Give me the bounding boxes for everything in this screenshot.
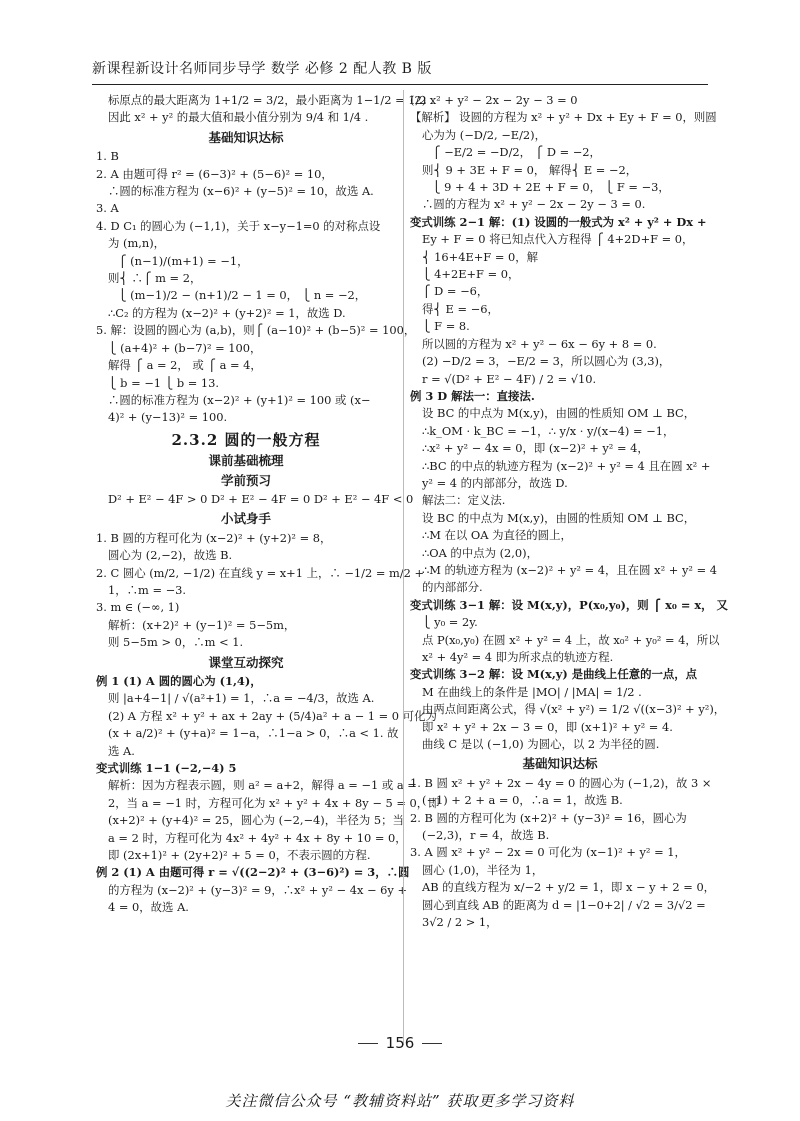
left-line: 则 5−5m > 0，∴m < 1. — [108, 635, 244, 650]
right-line: 解法二：定义法. — [422, 493, 506, 508]
right-line: r = √(D² + E² − 4F) / 2 = √10. — [422, 371, 597, 386]
left-line: ⎩ (a+4)² + (b−7)² = 100， — [108, 340, 262, 355]
right-line: 圆心到直线 AB 的距离为 d = |1−0+2| / √2 = 3/√2 = — [422, 897, 706, 912]
left-line: 2. C 圆心 (m/2, −1/2) 在直线 y = x+1 上，∴ −1/2 = m/2 + — [96, 565, 425, 580]
right-line: ⎧ D = −6， — [422, 284, 489, 299]
left-line: 2. A 由题可得 r² = (6−3)² + (5−6)² = 10， — [96, 166, 333, 181]
left-line: (2) A 方程 x² + y² + ax + 2ay + (5/4)a² + a − 1 = 0 可化为 — [108, 708, 437, 723]
left-line: ∴圆的标准方程为 (x−2)² + (y+1)² = 100 或 (x− — [108, 392, 371, 407]
left-line: 3. A — [96, 201, 119, 216]
right-line: 例 3 D 解法一：直接法. — [410, 388, 535, 403]
right-line: 则⎨ 9 + 3E + F = 0， 解得⎨ E = −2， — [422, 162, 638, 177]
right-line: 心为为 (−D/2, −E/2)， — [422, 127, 547, 142]
left-line: 的方程为 (x−2)² + (y−3)² = 9，∴x² + y² − 4x − 6y + — [108, 882, 407, 897]
right-line: (2) −D/2 = 3，−E/2 = 3，所以圆心为 (3,3)， — [422, 354, 671, 369]
right-line: ⎧ −E/2 = −D/2， ⎧ D = −2， — [432, 145, 601, 160]
left-line: (x + a/2)² + (y+a)² = 1−a，∴1−a > 0，∴a < 1. 故 — [108, 726, 399, 741]
left-line: 则 |a+4−1| / √(a²+1) = 1，∴a = −4/3，故选 A. — [108, 691, 375, 706]
left-line: 1. B — [96, 149, 119, 164]
right-line: 圆心 (1,0)，半径为 1， — [422, 862, 544, 877]
footer-note: 关注微信公众号 “教辅资料站” 获取更多学习资料 — [225, 1092, 575, 1110]
left-line: ⎧ (n−1)/(m+1) = −1， — [118, 253, 249, 268]
left-line: 变式训练 1−1 (−2,−4) 5 — [96, 761, 237, 776]
right-line: ∴圆的方程为 x² + y² − 2x − 2y − 3 = 0. — [422, 197, 646, 212]
right-line: 由两点间距离公式，得 √(x² + y²) = 1/2 √((x−3)² + y²)， — [422, 702, 726, 717]
left-line: 课堂互动探究 — [208, 654, 284, 670]
left-line: 为 (m,n)， — [108, 236, 166, 251]
right-line: ⎩ 4+2E+F = 0， — [422, 267, 520, 282]
right-line: ∴x² + y² − 4x = 0，即 (x−2)² + y² = 4， — [422, 441, 649, 456]
left-line: 2.3.2 圆的一般方程 — [171, 430, 321, 449]
left-line: 4. D C₁ 的圆心为 (−1,1)，关于 x−y−1=0 的对称点设 — [96, 218, 381, 233]
right-line: 变式训练 3−1 解：设 M(x,y)，P(x₀,y₀)，则 ⎧ x₀ = x， 又 — [410, 597, 728, 612]
right-line: 的内部部分. — [422, 580, 483, 595]
right-line: 曲线 C 是以 (−1,0) 为圆心，以 2 为半径的圆. — [422, 737, 660, 752]
right-column — [410, 92, 728, 932]
left-line: 标原点的最大距离为 1+1/2 = 3/2，最小距离为 1−1/2 = 1/2 . — [108, 93, 434, 107]
left-line: 基础知识达标 — [208, 129, 284, 145]
right-line: 基础知识达标 — [522, 756, 598, 772]
left-line: ∴C₂ 的方程为 (x−2)² + (y+2)² = 1，故选 D. — [108, 305, 346, 320]
left-line: 1，∴m = −3. — [108, 582, 187, 597]
right-line: 设 BC 的中点为 M(x,y)，由圆的性质知 OM ⊥ BC， — [422, 406, 696, 421]
right-line: ⎩ y₀ = 2y. — [422, 615, 478, 630]
left-line: 选 A. — [108, 743, 135, 758]
right-line: 即 x² + y² + 2x − 3 = 0，即 (x+1)² + y² = 4. — [422, 719, 673, 734]
right-line: 所以圆的方程为 x² + y² − 6x − 6y + 8 = 0. — [422, 336, 657, 351]
left-line: 课前基础梳理 — [208, 453, 284, 469]
left-line: ⎩ b = −1 ⎩ b = 13. — [108, 375, 220, 390]
left-line: ∴圆的标准方程为 (x−6)² + (y−5)² = 10，故选 A. — [108, 184, 374, 199]
right-line: ∴k_OM · k_BC = −1，∴ y/x · y/(x−4) = −1， — [422, 423, 675, 438]
left-line: 小试身手 — [220, 511, 271, 527]
page-number — [0, 1034, 800, 1052]
left-line: (x+2)² + (y+4)² = 25，圆心为 (−2,−4)，半径为 5；当 — [108, 813, 404, 828]
left-line: 1. B 圆的方程可化为 (x−2)² + (y+2)² = 8， — [96, 530, 332, 545]
right-line: (2) x² + y² − 2x − 2y − 3 = 0 — [410, 93, 578, 107]
left-line: 例 1 (1) A 圆的圆心为 (1,4)， — [96, 674, 262, 688]
right-line: 2. B 圆的方程可化为 (x+2)² + (y−3)² = 16，圆心为 — [410, 810, 687, 825]
right-line: 点 P(x₀,y₀) 在圆 x² + y² = 4 上，故 x₀² + y₀² = 4，所以 — [422, 632, 720, 647]
left-column — [96, 92, 440, 917]
left-line: 5. 解：设圆的圆心为 (a,b)，则⎧ (a−10)² + (b−5)² = 100， — [96, 323, 416, 338]
right-line: ⎩ F = 8. — [422, 319, 470, 334]
left-line: 例 2 (1) A 由题可得 r = √((2−2)² + (3−6)²) = 3，∴圆 — [96, 865, 410, 880]
right-line: ∴OA 的中点为 (2,0)， — [422, 545, 539, 560]
left-line: 4 = 0，故选 A. — [108, 900, 189, 915]
right-line: 1. B 圆 x² + y² + 2x − 4y = 0 的圆心为 (−1,2)，故 3 × — [410, 775, 712, 790]
right-line: 3. A 圆 x² + y² − 2x = 0 可化为 (x−1)² + y² = 1， — [410, 845, 686, 860]
left-line: 即 (2x+1)² + (2y+2)² + 5 = 0，不表示圆的方程. — [108, 848, 371, 863]
left-line: 则⎨ ∴⎧ m = 2， — [108, 271, 202, 286]
right-line: y² = 4 的内部部分，故选 D. — [422, 475, 568, 490]
left-line: D² + E² − 4F > 0 D² + E² − 4F = 0 D² + E² − 4F < 0 — [108, 491, 414, 506]
header-rule — [92, 84, 708, 85]
right-line: 得⎨ E = −6， — [422, 301, 499, 316]
right-line: 设 BC 的中点为 M(x,y)，由圆的性质知 OM ⊥ BC， — [422, 510, 696, 525]
right-line: 变式训练 3−2 解：设 M(x,y) 是曲线上任意的一点，点 — [410, 667, 698, 682]
left-line: 3. m ∈ (−∞, 1) — [96, 600, 180, 615]
running-header: 新课程新设计名师同步导学 数学 必修 2 配人教 B 版 — [92, 61, 432, 77]
right-line: ∴M 在以 OA 为直径的圆上， — [422, 528, 572, 543]
right-line: Ey + F = 0 将已知点代入方程得 ⎧ 4+2D+F = 0， — [422, 232, 694, 247]
left-line: 因此 x² + y² 的最大值和最小值分别为 9/4 和 1/4 . — [108, 110, 369, 125]
right-line: (−1) + 2 + a = 0，∴a = 1，故选 B. — [422, 793, 623, 808]
left-line: ⎩ (m−1)/2 − (n+1)/2 − 1 = 0， ⎩ n = −2， — [118, 288, 367, 303]
right-line: ∴M 的轨迹方程为 (x−2)² + y² = 4，且在圆 x² + y² = 4 — [422, 562, 717, 577]
left-line: 解析：因为方程表示圆，则 a² = a+2，解得 a = −1 或 a = — [108, 778, 417, 793]
right-line: M 在曲线上的条件是 |MO| / |MA| = 1/2 . — [422, 684, 642, 699]
left-line: 2，当 a = −1 时，方程可化为 x² + y² + 4x + 8y − 5 = 0，即 — [108, 795, 440, 810]
page-number-value: 156 — [385, 1034, 415, 1052]
left-line: a = 2 时，方程可化为 4x² + 4y² + 4x + 8y + 10 = 0， — [108, 830, 407, 845]
right-line: ∴BC 的中点的轨迹方程为 (x−2)² + y² = 4 且在圆 x² + — [422, 458, 711, 473]
left-line: 4)² + (y−13)² = 100. — [108, 410, 228, 425]
column-divider — [403, 90, 404, 1045]
left-line: 解得 ⎧ a = 2， 或 ⎧ a = 4， — [108, 358, 262, 373]
right-line: 变式训练 2−1 解：(1) 设圆的一般式为 x² + y² + Dx + — [410, 214, 707, 229]
right-line: AB 的直线方程为 x/−2 + y/2 = 1，即 x − y + 2 = 0， — [422, 880, 716, 895]
right-line: (−2,3)，r = 4，故选 B. — [422, 828, 550, 843]
left-line: 解析：(x+2)² + (y−1)² = 5−5m， — [108, 617, 296, 632]
right-line: ⎩ 9 + 4 + 3D + 2E + F = 0， ⎩ F = −3， — [432, 180, 670, 195]
right-line: 3√2 / 2 > 1， — [422, 915, 498, 930]
right-line: x² + 4y² = 4 即为所求点的轨迹方程. — [422, 650, 614, 664]
left-line: 学前预习 — [220, 472, 271, 488]
left-line: 圆心为 (2,−2)，故选 B. — [108, 548, 233, 563]
right-line: 【解析】 设圆的方程为 x² + y² + Dx + Ey + F = 0，则圆 — [410, 110, 717, 125]
right-line: ⎨ 16+4E+F = 0，解 — [422, 249, 539, 264]
